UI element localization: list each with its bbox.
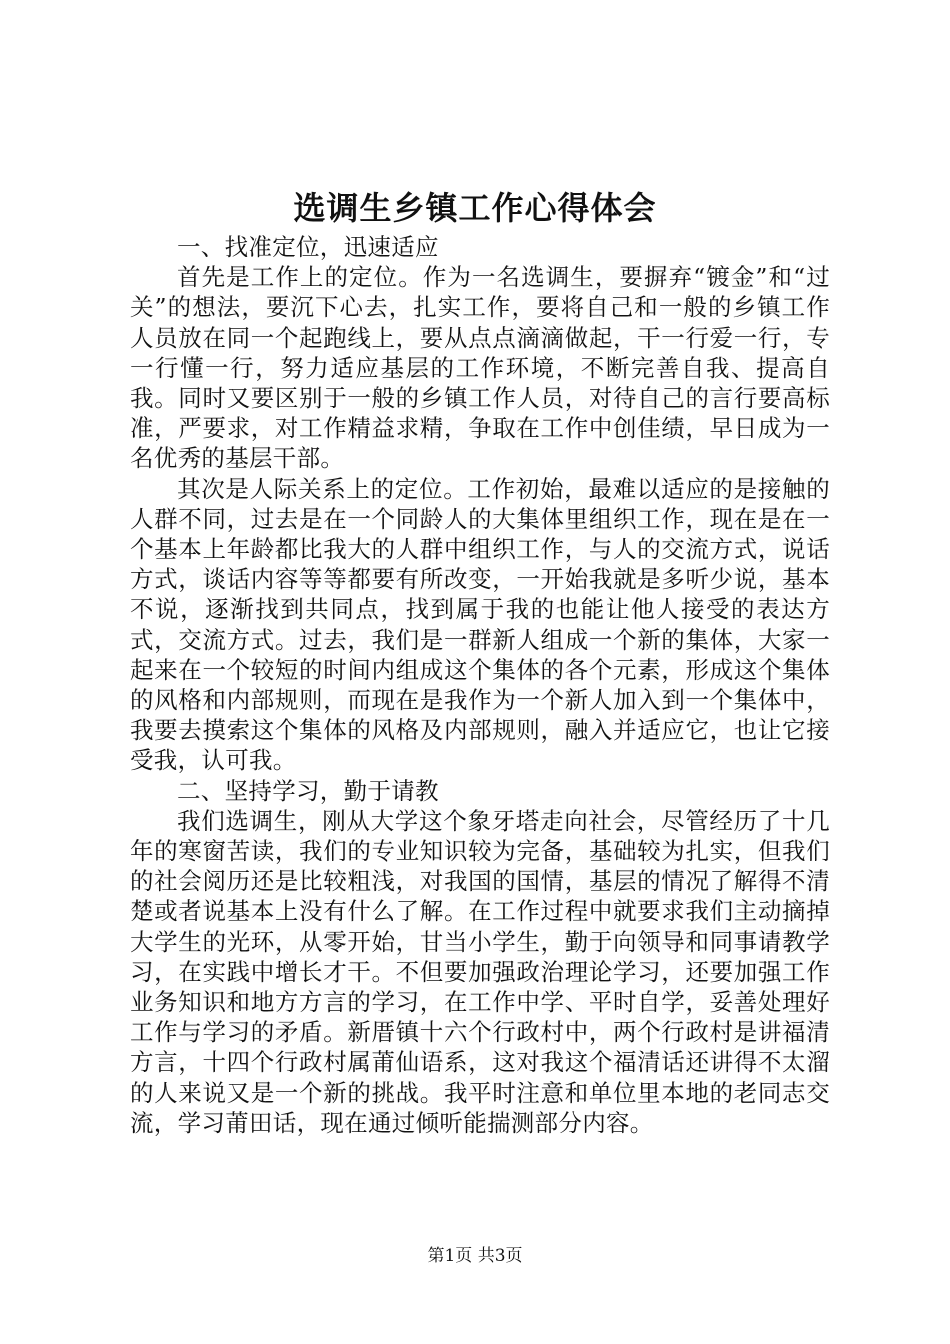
section-heading-1: 一、找准定位，迅速适应 [177,233,439,261]
paragraph-learning: 我们选调生，刚从大学这个象牙塔走向社会，尽管经历了十几年的寒窗苦读，我们的专业知识较为完备，基础较为扎实，但我们的社会阅历还是比较粗浅，对我国的国情，基层的情况了解得不清楚或者说基本上没有什么了解。在工作过程中就要求我们主动摘掉大学生的光环，从零开始，甘当小学生，勤于向领导和同事请教学习，在实践中增长才干。不但要加强政治理论学习，还要加强工作业务知识和地方方言的学习，在工作中学、平时自学，妥善处理好工作与学习的矛盾。新厝镇十六个行政村中，两个行政村是讲福清方言，十四个行政村属莆仙语系，这对我这个福清话还讲得不太溜的人来说又是一个新的挑战。我平时注意和单位里本地的老同志交流，学习莆田话，现在通过倾听能揣测部分内容。 [130,806,830,1137]
document-title: 选调生乡镇工作心得体会 [293,189,657,227]
document-body [130,232,830,1138]
page-footer: 第1页 共3页 [427,1246,523,1266]
paragraph-work-positioning: 首先是工作上的定位。作为一名选调生，要摒弃“镀金”和“过关”的想法，要沉下心去，扎实工作，要将自己和一般的乡镇工作人员放在同一个起跑线上，要从点点滴滴做起，干一行爱一行，专一行懂一行，努力适应基层的工作环境，不断完善自我、提高自我。同时又要区别于一般的乡镇工作人员，对待自己的言行要高标准，严要求，对工作精益求精，争取在工作中创佳绩，早日成为一名优秀的基层干部。 [130,263,830,473]
section-heading-2: 二、坚持学习，勤于请教 [177,776,439,805]
paragraph-interpersonal-positioning: 其次是人际关系上的定位。工作初始，最难以适应的是接触的人群不同，过去是在一个同龄人的大集体里组织工作，现在是在一个基本上年龄都比我大的人群中组织工作，与人的交流方式，说话方式，谈话内容等等都要有所改变，一开始我就是多听少说，基本不说，逐渐找到共同点，找到属于我的也能让他人接受的表达方式，交流方式。过去，我们是一群新人组成一个新的集体，大家一起来在一个较短的时间内组成这个集体的各个元素，形成这个集体的风格和内部规则，而现在是我作为一个新人加入到一个集体中，我要去摸索这个集体的风格及内部规则，融入并适应它，也让它接受我，认可我。 [130,474,830,775]
